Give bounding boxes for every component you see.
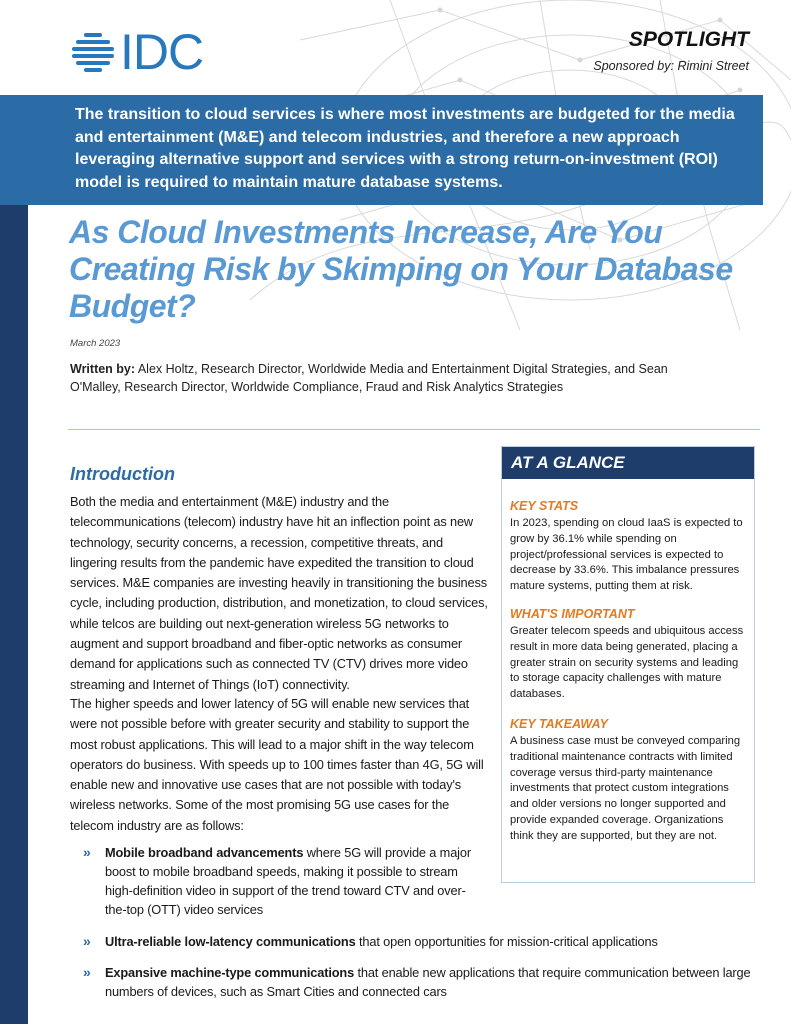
document-title: As Cloud Investments Increase, Are You Creating Risk by Skimping on Your Database Budget?: [69, 214, 733, 324]
bullet-item: [83, 932, 765, 951]
bullet-bold: Expansive machine-type communications: [105, 965, 355, 980]
bullet-text: that open opportunities for mission-critical applications: [355, 934, 658, 949]
glance-section-whats-important: [510, 607, 746, 703]
idc-globe-icon: [70, 32, 116, 72]
at-a-glance-box: [501, 446, 755, 883]
glance-section-text: A business case must be conveyed comparing traditional maintenance contracts with limited coverage versus third-party maintenance investments that protect custom integrations and older versions no longer supported and provide expanded coverage. Organizations think they are supported, but they are not.: [510, 735, 741, 842]
glance-title: AT A GLANCE: [511, 453, 625, 472]
chevron-bullet-icon: »: [83, 844, 91, 860]
bullet-bold: Mobile broadband advancements: [105, 845, 304, 860]
bullet-text: that enable new applications that require communication between large numbers of devices, such as Smart Cities and connected cars: [105, 965, 751, 999]
left-accent-bar: [0, 95, 28, 1024]
authors-label: Written by:: [70, 362, 136, 376]
authors-text: Alex Holtz, Research Director, Worldwide Media and Entertainment Digital Strategies, and Sean O'Malley, Research Director, Worldwide Compliance, Fraud and Risk Analytics Strategies: [70, 362, 668, 394]
glance-section-heading: WHAT'S IMPORTANT: [510, 607, 635, 621]
authors: [70, 360, 710, 396]
glance-section-heading: KEY TAKEAWAY: [510, 717, 608, 731]
sponsor-label: Sponsored by: Rimini Street: [593, 59, 749, 73]
glance-section-text: Greater telecom speeds and ubiquitous access result in more data being generated, placing a greater strain on security systems and leading to storage capacity challenges with mature databases.: [510, 625, 744, 701]
logo-text: IDC: [120, 24, 204, 80]
banner-text: The transition to cloud services is where most investments are budgeted for the media and entertainment (M&E) and telecom industries, and therefore a new approach leveraging alternative support and services with a strong return-on-investment (ROI) model is required to maintain mature database systems.: [75, 106, 735, 191]
glance-section-key-takeaway: [510, 717, 746, 845]
glance-header: [502, 447, 754, 479]
intro-paragraph-1: Both the media and entertainment (M&E) industry and the telecommunications (telecom) industry have hit an inflection point as new technology, security concerns, a recession, competitive threats, and lingering results from the pandemic have expedited the transition to cloud services. M&E companies are investing heavily in transitioning the business cycle, including production, distribution, and monetization, to cloud services, while telcos are building out next-generation wireless 5G networks to augment and support broadband and fiber-optic networks as consumer demand for applications such as connected TV (CTV) drives more video streaming and Internet of Things (IoT) connectivity.: [70, 494, 488, 692]
bullet-text: where 5G will provide a major boost to mobile broadband speeds, making it possible to stream high-definition video in support of the trend toward CTV and over-the-top (OTT) video services: [105, 845, 471, 917]
introduction-heading: Introduction: [70, 464, 175, 484]
chevron-bullet-icon: »: [83, 933, 91, 949]
spotlight-label: SPOTLIGHT: [628, 28, 749, 51]
intro-paragraph-2: The higher speeds and lower latency of 5G will enable new services that were not possible before with greater security and stability to support the most robust applications. This will lead to a major shift in the way telecom operators do business. With speeds up to 100 times faster than 4G, 5G will enable new and innovative use cases that are not possible with today's wireless networks. Some of the most promising 5G use cases for the telecom industry are as follows:: [70, 696, 484, 833]
publish-date: March 2023: [70, 338, 121, 349]
idc-logo: [70, 24, 220, 80]
section-divider: [68, 429, 760, 430]
bullet-item: [83, 963, 765, 1001]
glance-section-heading: KEY STATS: [510, 499, 579, 513]
glance-section-text: In 2023, spending on cloud IaaS is expected to grow by 36.1% while spending on project/professional services is expected to decrease by 33.6%. This imbalance pressures mature systems, putting them at risk.: [510, 517, 743, 593]
bullet-item: [83, 843, 485, 919]
bullet-bold: Ultra-reliable low-latency communications: [105, 934, 356, 949]
glance-section-key-stats: [510, 499, 746, 595]
chevron-bullet-icon: »: [83, 964, 91, 980]
